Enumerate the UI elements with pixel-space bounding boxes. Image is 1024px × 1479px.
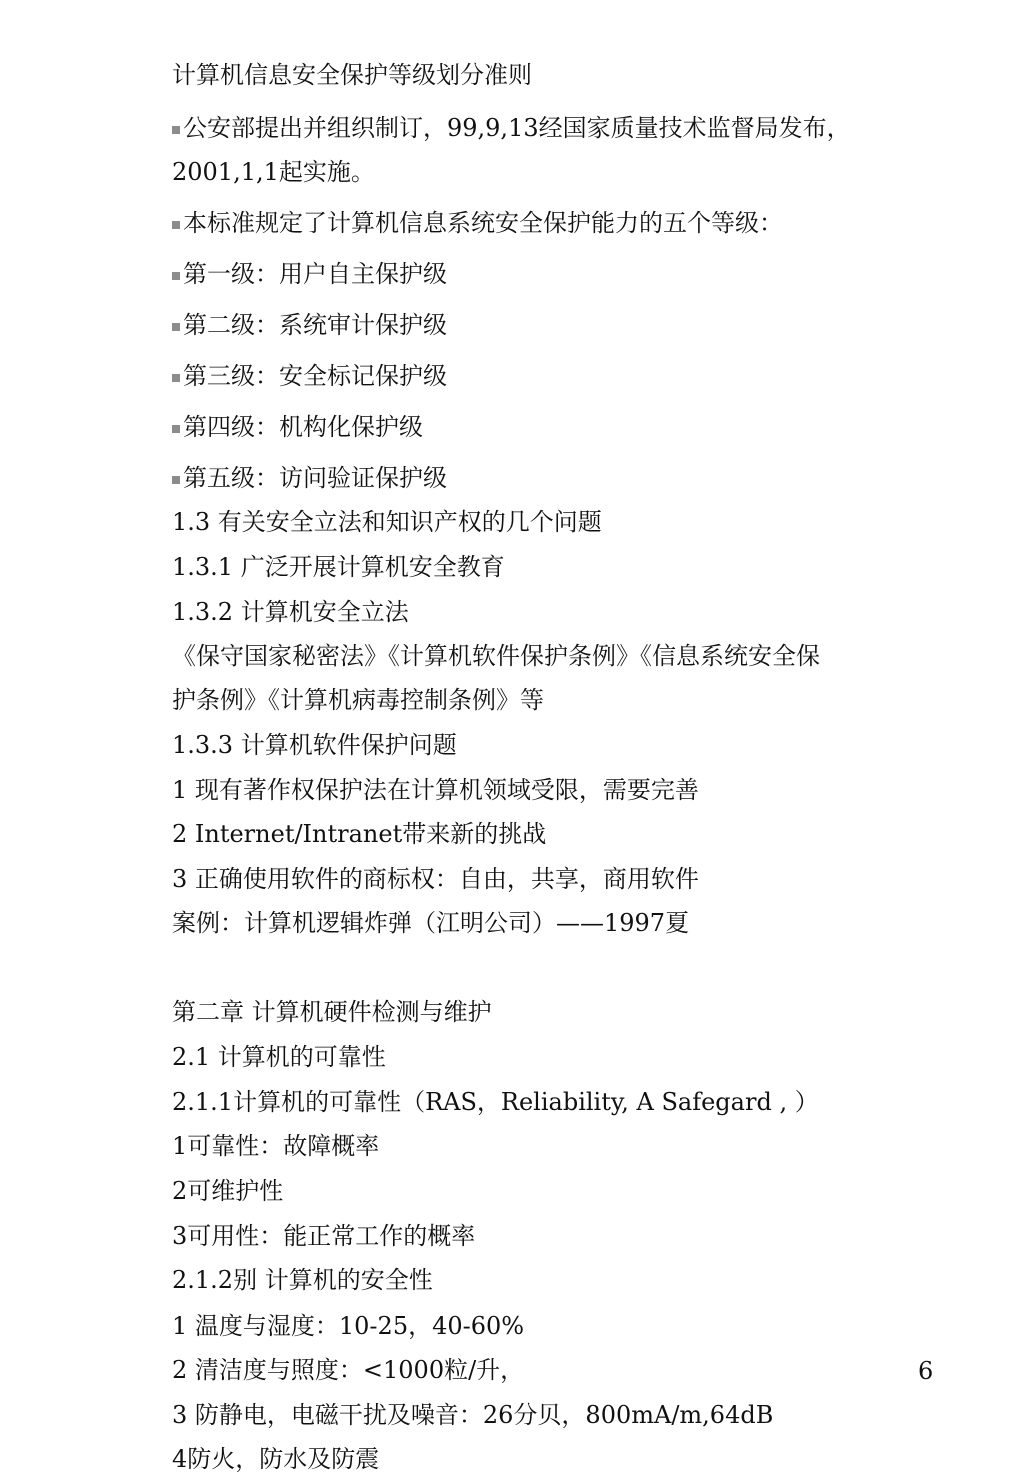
bullet-item bbox=[172, 310, 447, 340]
list-item: 2 清洁度与照度：<1000粒/升， bbox=[172, 1356, 525, 1384]
bullet-item bbox=[172, 208, 783, 238]
page-number: 6 bbox=[918, 1357, 934, 1385]
bullet-text: 第二级：系统审计保护级 bbox=[183, 311, 447, 339]
list-item: 1 温度与湿度：10-25，40-60% bbox=[172, 1312, 525, 1340]
bullet-continuation: 2001,1,1起实施。 bbox=[172, 158, 375, 186]
bullet-text: 公安部提出并组织制订，99,9,13经国家质量技术监督局发布， bbox=[183, 114, 851, 142]
bullet-text: 第三级：安全标记保护级 bbox=[183, 362, 447, 390]
paragraph-line: 《保守国家秘密法》《计算机软件保护条例》《信息系统安全保 bbox=[172, 642, 820, 670]
section-title: 2.1 计算机的可靠性 bbox=[172, 1043, 386, 1071]
list-item: 1可靠性：故障概率 bbox=[172, 1132, 380, 1160]
bullet-square-icon bbox=[172, 374, 180, 382]
list-item: 1 现有著作权保护法在计算机领域受限，需要完善 bbox=[172, 776, 699, 804]
bullet-item bbox=[172, 259, 447, 289]
list-item: 3 防静电，电磁干扰及噪音：26分贝，800mA/m,64dB bbox=[172, 1401, 774, 1429]
subsection-title: 1.3.3 计算机软件保护问题 bbox=[172, 731, 457, 759]
bullet-square-icon bbox=[172, 425, 180, 433]
chapter-title: 第二章 计算机硬件检测与维护 bbox=[172, 998, 492, 1026]
bullet-text: 第四级：机构化保护级 bbox=[183, 413, 423, 441]
section-title: 1.3 有关安全立法和知识产权的几个问题 bbox=[172, 508, 602, 536]
list-item: 3可用性：能正常工作的概率 bbox=[172, 1222, 476, 1250]
bullet-square-icon bbox=[172, 272, 180, 280]
bullet-text: 第五级：访问验证保护级 bbox=[183, 464, 447, 492]
bullet-square-icon bbox=[172, 221, 180, 229]
bullet-text: 本标准规定了计算机信息系统安全保护能力的五个等级： bbox=[183, 209, 783, 237]
subsection-title: 2.1.2别 计算机的安全性 bbox=[172, 1266, 433, 1294]
bullet-square-icon bbox=[172, 323, 180, 331]
bullet-item bbox=[172, 113, 851, 143]
document-heading: 计算机信息安全保护等级划分准则 bbox=[172, 61, 532, 89]
bullet-square-icon bbox=[172, 126, 180, 134]
bullet-item bbox=[172, 412, 423, 442]
subsection-title: 1.3.2 计算机安全立法 bbox=[172, 598, 409, 626]
bullet-square-icon bbox=[172, 476, 180, 484]
bullet-item bbox=[172, 463, 447, 493]
bullet-text: 第一级：用户自主保护级 bbox=[183, 260, 447, 288]
subsection-title: 1.3.1 广泛开展计算机安全教育 bbox=[172, 553, 505, 581]
subsection-title: 2.1.1计算机的可靠性（RAS，Reliability, A Safegard , ） bbox=[172, 1088, 819, 1116]
list-item: 2 Internet/Intranet带来新的挑战 bbox=[172, 820, 547, 848]
list-item: 3 正确使用软件的商标权：自由，共享，商用软件 bbox=[172, 865, 699, 893]
bullet-item bbox=[172, 361, 447, 391]
list-item: 4防火，防水及防震 bbox=[172, 1445, 380, 1473]
list-item: 2可维护性 bbox=[172, 1177, 284, 1205]
paragraph-line: 护条例》《计算机病毒控制条例》等 bbox=[172, 686, 544, 714]
case-line: 案例：计算机逻辑炸弹（江明公司）——1997夏 bbox=[172, 909, 690, 937]
